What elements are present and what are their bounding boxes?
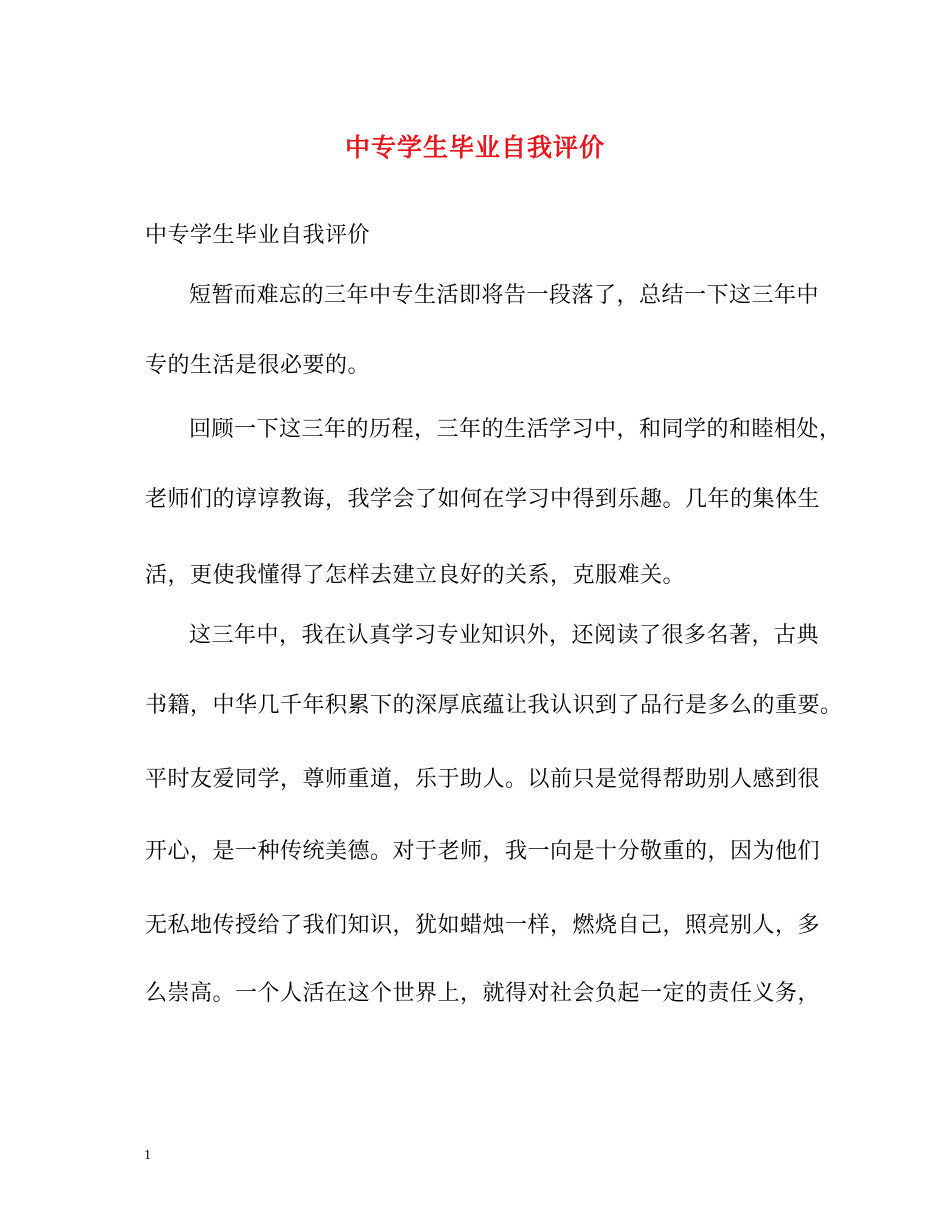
paragraph-line: 老师们的谆谆教诲，我学会了如何在学习中得到乐趣。几年的集体生 (145, 487, 821, 512)
paragraph-line: 这三年中，我在认真学习专业知识外，还阅读了很多名著，古典 (189, 623, 820, 648)
paragraph-line: 开心，是一种传统美德。对于老师，我一向是十分敬重的，因为他们 (145, 839, 821, 864)
paragraph-line: 么崇高。一个人活在这个世界上，就得对社会负起一定的责任义务， (145, 981, 821, 1006)
paragraph-line: 书籍，中华几千年积累下的深厚底蕴让我认识到了品行是多么的重要。 (145, 693, 843, 718)
paragraph-line: 回顾一下这三年的历程，三年的生活学习中，和同学的和睦相处， (189, 417, 842, 442)
document-title: 中专学生毕业自我评价 (344, 133, 605, 162)
paragraph-line: 平时友爱同学，尊师重道，乐于助人。以前只是觉得帮助别人感到很 (145, 767, 821, 792)
paragraph-line: 专的生活是很必要的。 (145, 353, 371, 378)
document-subtitle: 中专学生毕业自我评价 (145, 223, 371, 248)
paragraph-line: 活，更使我懂得了怎样去建立良好的关系，克服难关。 (145, 563, 686, 588)
paragraph-line: 短暂而难忘的三年中专生活即将告一段落了，总结一下这三年中 (189, 283, 820, 308)
paragraph-line: 无私地传授给了我们知识，犹如蜡烛一样，燃烧自己，照亮别人，多 (145, 913, 821, 938)
page-number: 1 (144, 1148, 151, 1163)
